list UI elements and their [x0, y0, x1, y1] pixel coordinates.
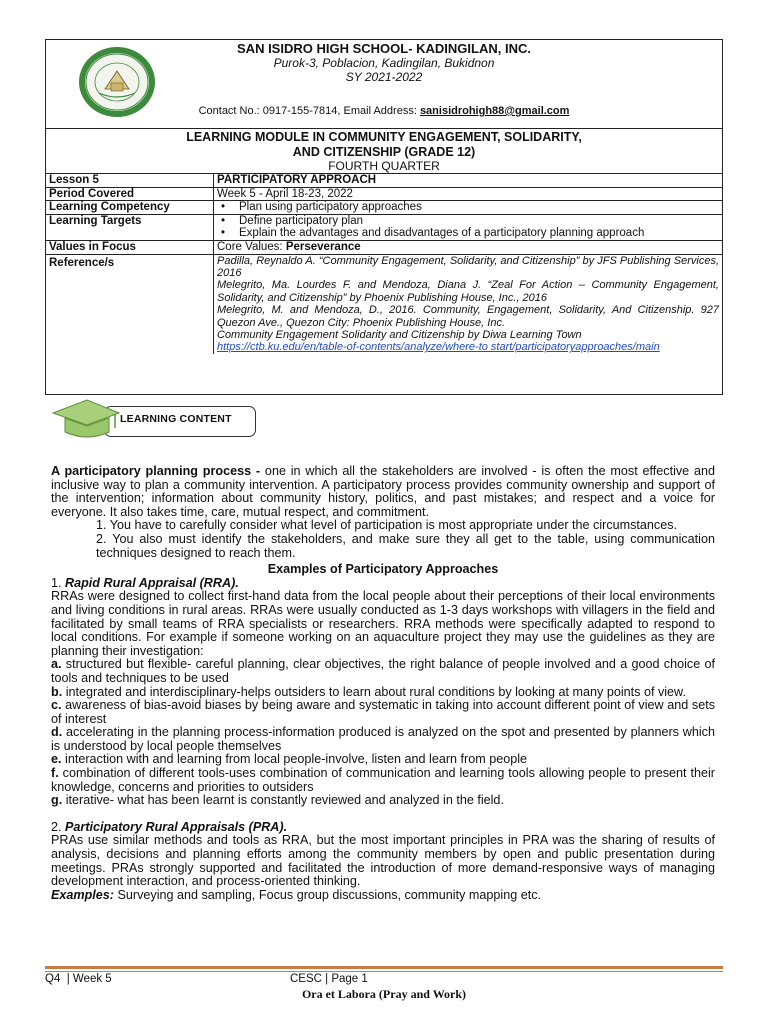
- module-title-block: [46, 128, 722, 174]
- reference-item: Community Engagement Solidarity and Citizenship by Diwa Learning Town: [217, 329, 582, 341]
- guideline-item: [51, 753, 715, 767]
- pra-number: 2.: [51, 819, 66, 834]
- guideline-item: [51, 726, 715, 753]
- intro-text: one in which all the stakeholders are involved - is often the most effective and inclusive way to plan a community intervention. A participatory process provides community ownership and support of the intervention; information about community history, politics, and past mistakes; and respect and a voice for everyone. It also takes time, care, mutual respect, and commitment.: [51, 464, 715, 519]
- guideline-text: structured but flexible- careful planning, clear objectives, the right balance of people involved and a good choice of tools and techniques to be used: [51, 657, 715, 685]
- lesson-content: [51, 465, 715, 902]
- guideline-item: [51, 699, 715, 726]
- target-item: • Explain the advantages and disadvantages of a participatory planning approach: [217, 227, 719, 240]
- guideline-text: awareness of bias-avoid biases by being aware and systematic in taking into account different point of view and sets of interest: [51, 698, 715, 726]
- values-value: Perseverance: [285, 240, 361, 253]
- guideline-text: integrated and interdisciplinary-helps outsiders to learn about rural conditions by looking at many points of view.: [62, 684, 686, 699]
- intro-term: A participatory planning process -: [51, 464, 261, 478]
- pra-title: Participatory Rural Appraisals (PRA).: [65, 819, 288, 834]
- guideline-text: combination of different tools-uses combination of communication and learning tools allowing people to present their knowledge, concerns and priorities to outsiders: [51, 766, 715, 794]
- period-label: Period Covered: [46, 187, 214, 201]
- school-year: SY 2021-2022: [345, 70, 423, 84]
- guideline-item: [51, 767, 715, 794]
- module-quarter: FOURTH QUARTER: [328, 159, 440, 173]
- module-title-line1: LEARNING MODULE IN COMMUNITY ENGAGEMENT, SOLIDARITY,: [186, 130, 582, 144]
- lesson-info-table: [46, 173, 722, 354]
- competency-cell: [214, 201, 723, 215]
- rra-number: 1.: [51, 575, 66, 590]
- school-info: [46, 40, 722, 129]
- rra-title: Rapid Rural Appraisal (RRA).: [65, 575, 239, 590]
- reference-link[interactable]: https://ctb.ku.edu/en/table-of-contents/analyze/where-to start/participatoryapproaches/main: [217, 341, 660, 354]
- reference-item: Padilla, Reynaldo A. “Community Engagement, Solidarity, and Citizenship” by JFS Publishing Services, 2016: [217, 254, 719, 279]
- period-value: Week 5 - April 18-23, 2022: [214, 187, 723, 201]
- values-cell: [214, 240, 723, 254]
- guideline-letter: d.: [51, 725, 63, 740]
- examples-label: Examples:: [51, 887, 114, 902]
- intro-paragraph: [51, 465, 715, 519]
- footer-week: Q4 | Week 5: [45, 973, 112, 985]
- references-cell: [214, 254, 723, 354]
- school-address: Purok-3, Poblacion, Kadingilan, Bukidnon: [273, 56, 495, 70]
- reference-item: Melegrito, Ma. Lourdes F. and Mendoza, Diana J. “Zeal For Action – Community Engagement, Solidarity, and Citizenship” by Phoenix Publishing House, Inc., 2016: [217, 279, 719, 304]
- guideline-letter: e.: [51, 752, 62, 767]
- guideline-letter: b.: [51, 684, 63, 699]
- rra-heading: [51, 577, 715, 591]
- contact-line: [46, 105, 722, 117]
- learning-content-label: LEARNING CONTENT: [120, 413, 232, 425]
- guideline-letter: g.: [51, 793, 63, 808]
- intro-point: 2. You also must identify the stakeholders, and make sure they all get to the table, using communication techniques designed to reach them.: [96, 531, 715, 560]
- table-row: [46, 174, 722, 188]
- pra-heading: [51, 821, 715, 835]
- guideline-letter: a.: [51, 657, 62, 672]
- guideline-text: interaction with and learning from local people-involve, listen and learn from people: [61, 752, 528, 767]
- lesson-label: Lesson 5: [46, 174, 214, 188]
- reference-item: Melegrito, M. and Mendoza, D., 2016. Community, Engagement, Solidarity, And Citizenship. 927 Quezon Ave., Quezon City: Phoenix Publishing House, Inc.: [217, 304, 719, 329]
- competency-value: • Plan using participatory approaches: [217, 201, 719, 214]
- targets-cell: [214, 214, 723, 240]
- graduation-cap-icon: [49, 398, 121, 440]
- lesson-value: PARTICIPATORY APPROACH: [214, 174, 723, 188]
- references-label: Reference/s: [46, 254, 214, 354]
- values-prefix: Core Values:: [217, 240, 286, 253]
- guideline-letter: f.: [51, 766, 59, 781]
- module-title: [46, 130, 722, 160]
- guideline-item: [51, 794, 715, 808]
- school-name: SAN ISIDRO HIGH SCHOOL- KADINGILAN, INC.: [237, 41, 531, 56]
- guideline-letter: c.: [51, 698, 62, 713]
- table-row: [46, 214, 722, 240]
- table-row: [46, 187, 722, 201]
- examples-text: Surveying and sampling, Focus group discussions, community mapping etc.: [114, 887, 541, 902]
- pra-paragraph: PRAs use similar methods and tools as RRA, but the most important principles in PRA was the sharing of results of analysis, decisions and planning efforts among the community members by open and public presentation during meetings. PRAs strongly supported and facilitated the introduction of more demand-responsive ways of managing development interaction, and process-oriented thinking.: [51, 833, 715, 889]
- guideline-text: accelerating in the planning process-information produced is analyzed on the spot and presented by planners which is understood by local people themselves: [51, 725, 715, 753]
- guideline-item: [51, 658, 715, 685]
- guideline-item: [51, 686, 715, 700]
- targets-label: Learning Targets: [46, 214, 214, 240]
- rra-paragraph: RRAs were designed to collect first-hand data from the local people about their perceptions of their local environments and living conditions in rural areas. RRAs were usually conducted as 1-3 days workshops with villagers in the field and facilitated by small teams of RRA specialists or researchers. RRA methods were specifically adapted to respond to local conditions. For example if someone working on an aquaculture project they may use the guidelines as they are planning their investigation:: [51, 589, 715, 658]
- module-title-line2: AND CITIZENSHIP (GRADE 12): [292, 145, 476, 159]
- table-row: [46, 240, 722, 254]
- intro-point: 1. You have to carefully consider what level of participation is most appropriate under the circumstances.: [96, 518, 678, 533]
- target-item: • Define participatory plan: [217, 215, 719, 228]
- module-header: [45, 39, 723, 395]
- table-row: [46, 201, 722, 215]
- footer-line-thick: [45, 966, 723, 969]
- examples-line: [51, 889, 715, 903]
- email-link[interactable]: sanisidrohigh88@gmail.com: [419, 105, 570, 117]
- footer-page: CESC | Page 1: [290, 973, 368, 985]
- footer-line-thin: [45, 971, 723, 972]
- values-label: Values in Focus: [46, 240, 214, 254]
- learning-content-banner: [49, 398, 259, 440]
- table-row: [46, 254, 722, 354]
- footer-divider: [45, 966, 723, 972]
- footer-motto: Ora et Labora (Pray and Work): [301, 987, 467, 1001]
- examples-heading: Examples of Participatory Approaches: [267, 562, 499, 577]
- guideline-text: iterative- what has been learnt is constantly reviewed and analyzed in the field.: [62, 793, 504, 808]
- contact-text: Contact No.: 0917-155-7814, Email Address:: [198, 105, 420, 117]
- competency-label: Learning Competency: [46, 201, 214, 215]
